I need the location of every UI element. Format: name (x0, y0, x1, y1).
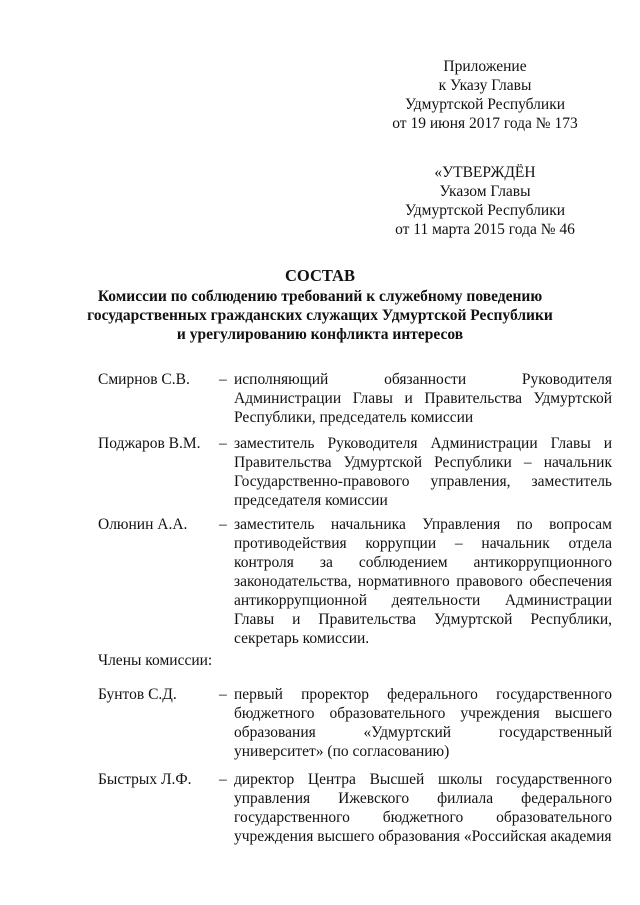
appendix-line-4: от 19 июня 2017 года № 173 (392, 115, 578, 132)
member-description: заместитель начальника Управления по вопросам противодействия коррупции – начальник отдела контроля за соблюдением антикоррупционного законодательства, нормативного правового обеспечения антикоррупционной деятельности Администрации Главы и Правительства Удмуртской Республики, секретарь комиссии. (234, 516, 612, 647)
title-main: СОСТАВ (285, 266, 355, 285)
member-description: исполняющий обязанности Руководителя Администрации Главы и Правительства Удмуртской Республики, председатель комиссии (234, 371, 612, 426)
approval-line-3: Удмуртской Республики (404, 202, 566, 219)
member-description: первый проректор федерального государственного бюджетного образовательного учреждения высшего образования «Удмуртский государственный университет» (по согласованию) (234, 686, 612, 760)
dash-separator: – (219, 686, 227, 703)
appendix-line-1: Приложение (443, 58, 527, 75)
document-title (60, 266, 580, 344)
dash-separator: – (219, 771, 227, 788)
approval-line-2: Указом Главы (439, 183, 531, 200)
appendix-header (380, 57, 590, 133)
dash-separator: – (219, 435, 227, 452)
member-description: заместитель Руководителя Администрации Главы и Правительства Удмуртской Республики – начальник Государственно-правового управления, заместитель председателя комиссии (234, 435, 612, 509)
title-line-1: Комиссии по соблюдению требований к служебному поведению (97, 288, 543, 305)
member-name: Олюнин А.А. (98, 516, 188, 533)
member-name: Бунтов С.Д. (98, 686, 177, 703)
dash-separator: – (219, 516, 227, 533)
dash-separator: – (219, 371, 227, 388)
approval-header (380, 163, 590, 239)
member-name: Быстрых Л.Ф. (98, 771, 192, 788)
approval-line-1: «УТВЕРЖДЁН (434, 164, 536, 181)
title-line-3: и урегулированию конфликта интересов (176, 326, 464, 343)
appendix-line-3: Удмуртской Республики (404, 96, 566, 113)
members-label: Члены комиссии: (98, 652, 213, 669)
title-line-2: государственных гражданских служащих Удмуртской Республики (87, 307, 553, 324)
member-description: директор Центра Высшей школы государственного управления Ижевского филиала федерального государственного бюджетного образовательного учреждения высшего образования «Российская академия (234, 771, 612, 845)
member-name: Поджаров В.М. (98, 435, 201, 452)
member-name: Смирнов С.В. (98, 371, 190, 388)
approval-line-4: от 11 марта 2015 года № 46 (395, 221, 575, 238)
appendix-line-2: к Указу Главы (438, 77, 532, 94)
